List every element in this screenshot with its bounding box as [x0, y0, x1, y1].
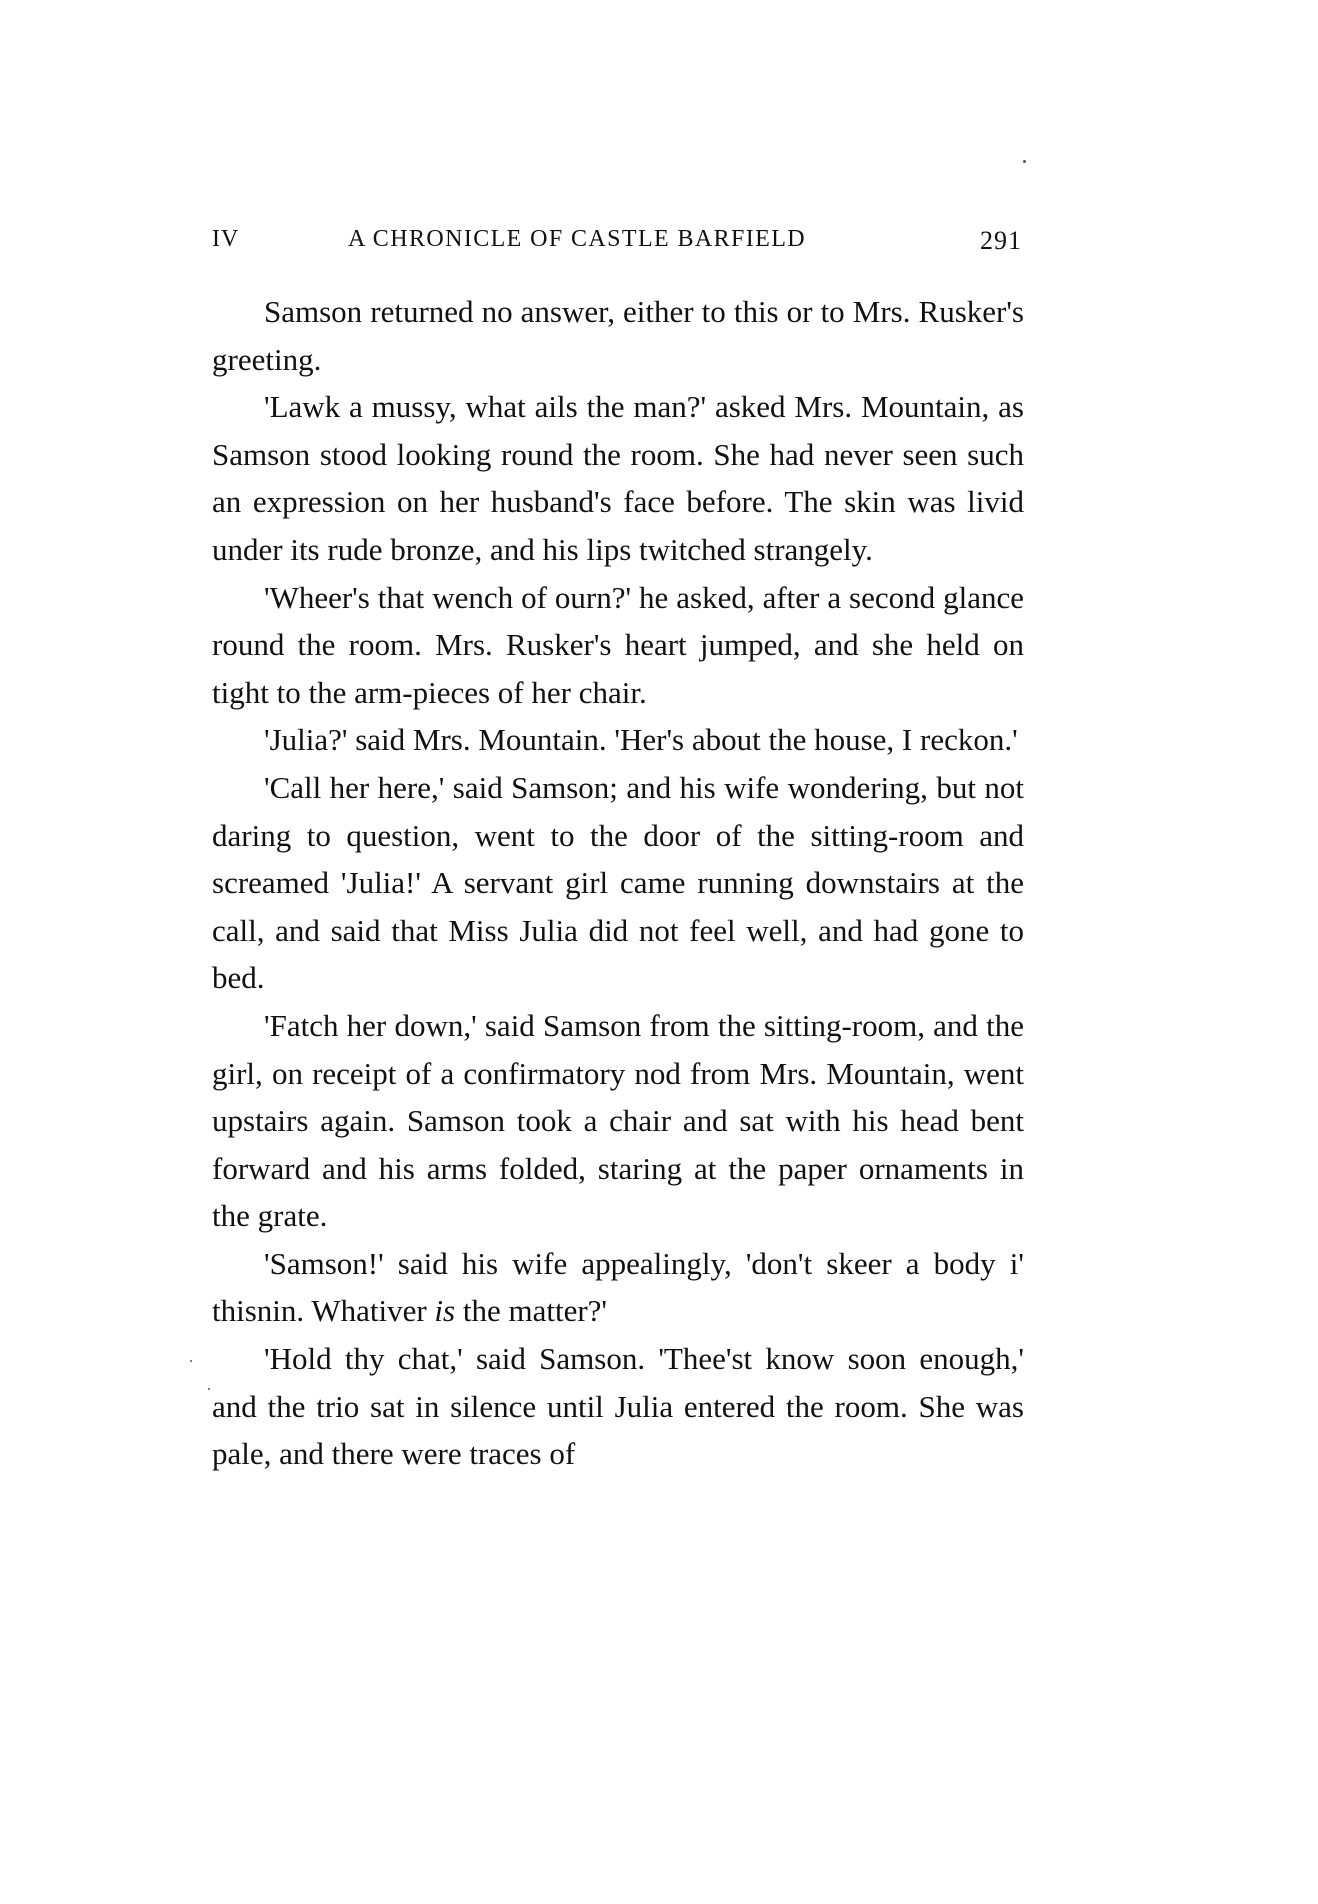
emphasis-text: is	[434, 1293, 456, 1329]
scan-speck	[190, 1360, 192, 1362]
paragraph: 'Hold thy chat,' said Samson. 'Thee'st know soon enough,' and the trio sat in silence until Julia entered the room. She was pale, and there were traces of	[212, 1341, 1024, 1472]
scan-speck	[208, 1388, 210, 1390]
running-head	[212, 226, 1022, 266]
paragraph: 'Lawk a mussy, what ails the man?' asked Mrs. Mountain, as Samson stood looking round the room. She had never seen such an expression on her husband's face before. The skin was livid under its rude bronze, and his lips twitched strangely.	[212, 389, 1024, 567]
running-title: A CHRONICLE OF CASTLE BARFIELD	[348, 226, 807, 252]
paragraph: 'Wheer's that wench of ourn?' he asked, after a second glance round the room. Mrs. Rusker's heart jumped, and she held on tight to the arm-pieces of her chair.	[212, 579, 1024, 710]
body-text	[212, 288, 1024, 1478]
paragraph: 'Julia?' said Mrs. Mountain. 'Her's about the house, I reckon.'	[264, 722, 1018, 758]
paragraph-text: the matter?'	[455, 1293, 608, 1329]
chapter-number: IV	[212, 226, 240, 252]
scan-speck	[1023, 160, 1026, 163]
paragraph-text: 'Samson!' said his wife appealingly, 'don't skeer a body i' thisnin. Whativer	[212, 1245, 1024, 1329]
paragraph: 'Fatch her down,' said Samson from the sitting-room, and the girl, on receipt of a confirmatory nod from Mrs. Mountain, went upstairs again. Samson took a chair and sat with his head bent forward and his arms folded, staring at the paper ornaments in the grate.	[212, 1007, 1024, 1234]
page-number: 291	[980, 226, 1022, 255]
paragraph: Samson returned no answer, either to this or to Mrs. Rusker's greeting.	[212, 294, 1024, 377]
paragraph: 'Call her here,' said Samson; and his wife wondering, but not daring to question, went to the door of the sitting-room and screamed 'Julia!' A servant girl came running downstairs at the call, and said that Miss Julia did not feel well, and had gone to bed.	[212, 769, 1024, 996]
paragraph	[212, 1240, 1024, 1335]
